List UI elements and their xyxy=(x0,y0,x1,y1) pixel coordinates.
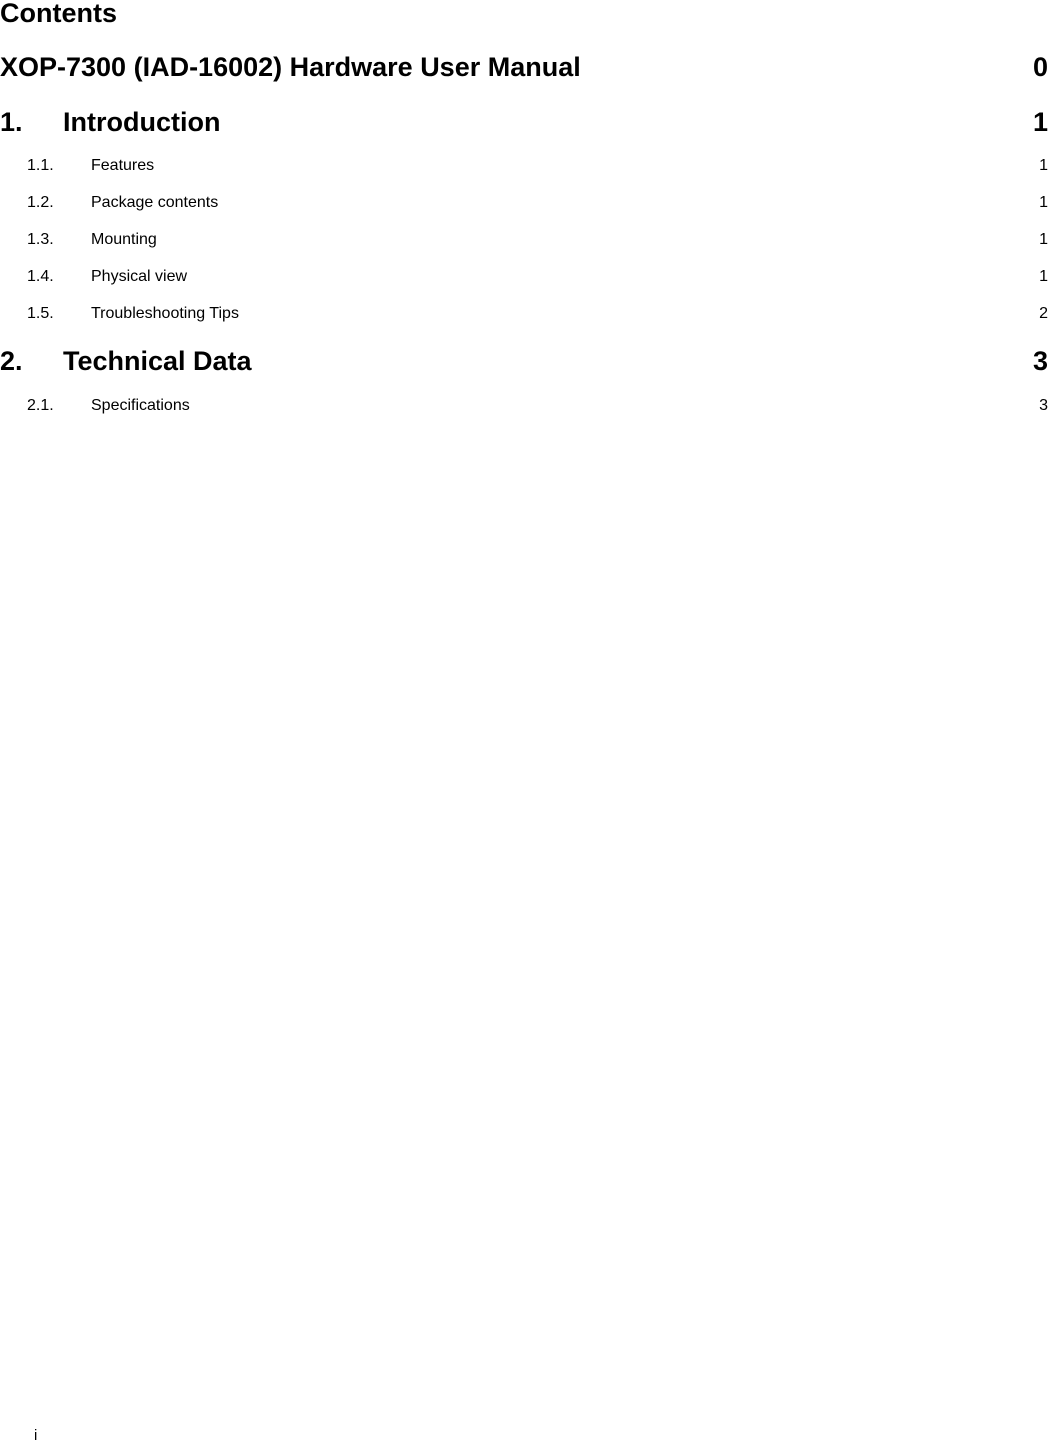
toc-entry-title: Troubleshooting Tips xyxy=(91,305,239,322)
toc-entry-section-mounting[interactable] xyxy=(0,229,1048,251)
toc-entry-number: 2.1. xyxy=(27,397,54,414)
toc-entry-number: 1.2. xyxy=(27,194,54,211)
toc-entry-section-troubleshooting-tips[interactable] xyxy=(0,303,1048,325)
toc-entry-number: 1.1. xyxy=(27,157,54,174)
toc-entry-page-number: 1 xyxy=(1039,194,1048,211)
toc-entry-title: Package contents xyxy=(91,194,219,211)
toc-entry-section-specifications[interactable] xyxy=(0,395,1048,417)
toc-entry-title: Technical Data xyxy=(63,346,252,376)
toc-entry-page-number: 3 xyxy=(1039,397,1048,414)
toc-entry-title: Specifications xyxy=(91,397,190,414)
footer-page-number: i xyxy=(34,1427,38,1444)
toc-entry-chapter-technical-data[interactable] xyxy=(0,343,1048,379)
toc-entry-title: Introduction xyxy=(63,107,221,137)
toc-entry-number: 1.4. xyxy=(27,268,54,285)
page-title: Contents xyxy=(0,0,117,28)
toc-entry-number: 1. xyxy=(0,107,23,137)
toc-entry-section-physical-view[interactable] xyxy=(0,266,1048,288)
toc-entry-title: Features xyxy=(91,157,155,174)
toc-entry-page-number: 1 xyxy=(1032,107,1048,137)
toc-entry-title: Mounting xyxy=(91,231,157,248)
toc-entry-number: 2. xyxy=(0,346,23,376)
toc-entry-page-number: 0 xyxy=(1032,52,1048,82)
toc-entry-section-package-contents[interactable] xyxy=(0,192,1048,214)
toc-entry-number: 1.3. xyxy=(27,231,54,248)
toc-entry-number: 1.5. xyxy=(27,305,54,322)
toc-entry-title: XOP-7300 (IAD-16002) Hardware User Manual xyxy=(0,52,581,82)
toc-entry-page-number: 2 xyxy=(1039,305,1048,322)
toc-entry-page-number: 1 xyxy=(1039,231,1048,248)
toc-entry-title: Physical view xyxy=(91,268,188,285)
toc-entry-document-title[interactable] xyxy=(0,49,1048,85)
toc-entry-chapter-introduction[interactable] xyxy=(0,104,1048,140)
toc-entry-page-number: 1 xyxy=(1039,268,1048,285)
toc-entry-page-number: 1 xyxy=(1039,157,1048,174)
toc-entry-section-features[interactable] xyxy=(0,155,1048,177)
toc-entry-page-number: 3 xyxy=(1032,346,1048,376)
